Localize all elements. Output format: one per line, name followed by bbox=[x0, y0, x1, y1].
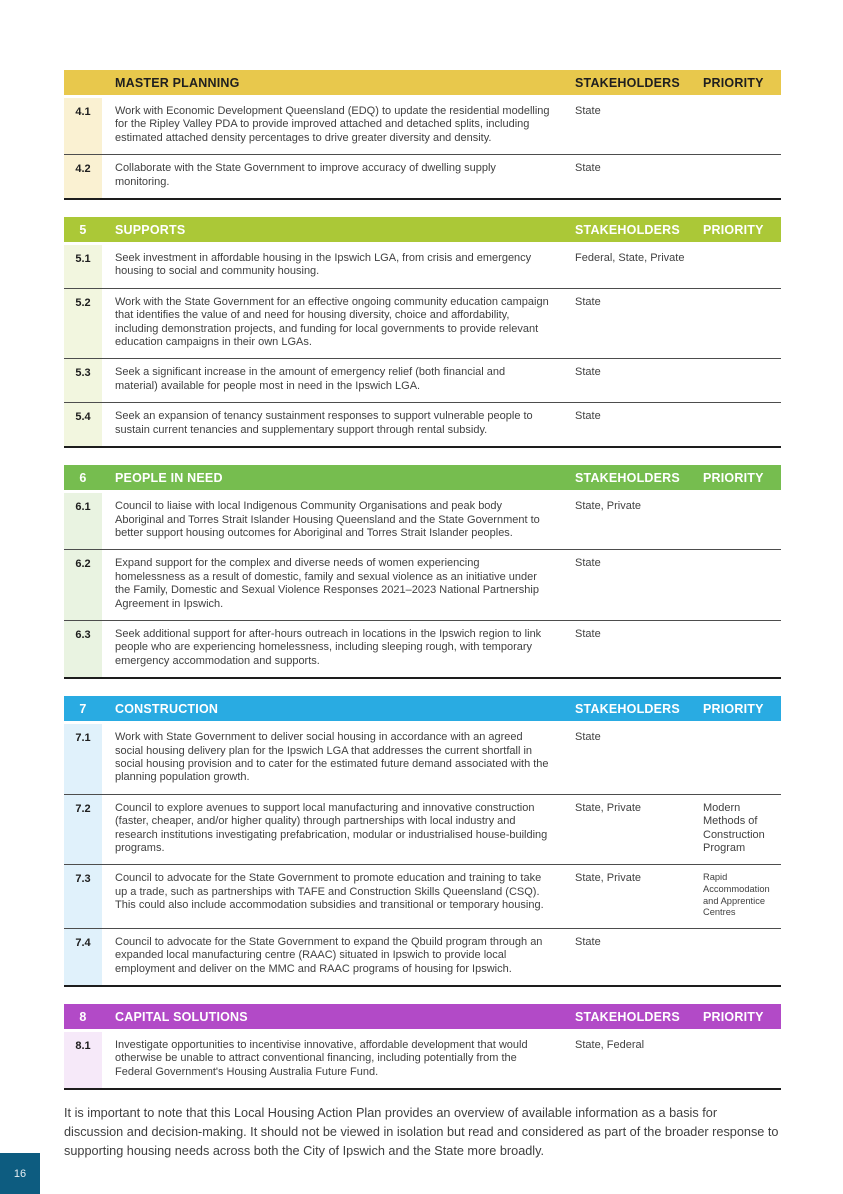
section-table-master-planning bbox=[64, 70, 781, 200]
action-stakeholders: State, Private bbox=[575, 801, 642, 814]
action-priority bbox=[700, 289, 781, 359]
table-row bbox=[64, 493, 781, 550]
action-priority bbox=[700, 493, 781, 549]
priority-column-header: PRIORITY bbox=[703, 75, 764, 90]
table-row bbox=[64, 403, 781, 448]
action-number: 5.3 bbox=[64, 359, 102, 402]
action-number: 4.2 bbox=[64, 155, 102, 198]
priority-column-header: PRIORITY bbox=[703, 1009, 764, 1024]
action-stakeholders: State, Private bbox=[575, 500, 642, 513]
action-description: Seek a significant increase in the amount of emergency relief (both financial and material) available for people most in need in the Ipswich LGA. bbox=[115, 366, 506, 392]
table-row bbox=[64, 98, 781, 155]
section-table-5 bbox=[64, 217, 781, 448]
table-row bbox=[64, 245, 781, 289]
priority-column-header: PRIORITY bbox=[703, 470, 764, 485]
section-number: 7 bbox=[79, 701, 87, 716]
section-header bbox=[64, 1004, 781, 1029]
stakeholders-column-header: STAKEHOLDERS bbox=[575, 470, 680, 485]
section-table-7 bbox=[64, 696, 781, 987]
action-number: 8.1 bbox=[64, 1032, 102, 1088]
action-description: Investigate opportunities to incentivise innovative, affordable development that would otherwise be unable to attract conventional financing, including potentially from the Federal Government's Housing Australia Future Fund. bbox=[115, 1039, 528, 1078]
table-row bbox=[64, 865, 781, 928]
table-row bbox=[64, 724, 781, 795]
table-row bbox=[64, 1032, 781, 1090]
table-row bbox=[64, 795, 781, 866]
action-description: Seek additional support for after-hours outreach in locations in the Ipswich region to link people who are experiencing homelessness, including sleeping rough, with temporary emergency accommodation and supports. bbox=[115, 627, 542, 667]
action-stakeholders: State bbox=[575, 627, 601, 640]
action-priority: Rapid Accommodation and Apprentice Centres bbox=[703, 872, 770, 918]
action-stakeholders: State bbox=[575, 731, 601, 744]
section-table-8 bbox=[64, 1004, 781, 1090]
page-number: 16 bbox=[13, 1167, 27, 1180]
table-row bbox=[64, 359, 781, 403]
table-row bbox=[64, 550, 781, 621]
action-number: 5.1 bbox=[64, 245, 102, 288]
section-title: PEOPLE IN NEED bbox=[115, 470, 223, 485]
table-row bbox=[64, 289, 781, 360]
action-number: 6.1 bbox=[64, 493, 102, 549]
action-stakeholders: State bbox=[575, 162, 601, 175]
action-description: Council to explore avenues to support local manufacturing and innovative construction (faster, cheaper, and/or higher quality) through partnerships with local industry and research institutions investigating prefabrication, modular or industrialised house-building programs. bbox=[115, 801, 548, 854]
action-description: Seek an expansion of tenancy sustainment responses to support vulnerable people to sustain current tenancies and supplementary support through rental subsidy. bbox=[115, 410, 533, 436]
action-priority bbox=[700, 621, 781, 677]
action-priority bbox=[700, 724, 781, 794]
action-number: 7.4 bbox=[64, 929, 102, 985]
closing-paragraph: It is important to note that this Local Housing Action Plan provides an overview of available information as a basis for discussion and decision-making. It should not be viewed in isolation but read and considered as part of the broader response to supporting housing needs across both the City of Ipswich and the State more broadly. bbox=[64, 1106, 779, 1158]
table-row bbox=[64, 155, 781, 200]
page-content bbox=[64, 70, 781, 1161]
action-priority bbox=[700, 245, 781, 288]
section-header bbox=[64, 70, 781, 95]
action-description: Council to advocate for the State Government to promote education and training to take up a trade, such as partnerships with TAFE and Construction Skills Queensland (CSQ). This could also include accommodation subsidies and transitional or temporary housing. bbox=[115, 872, 544, 912]
action-description: Work with State Government to deliver social housing in accordance with an agreed social housing delivery plan for the Ipswich LGA that addresses the current shortfall in social housing provision and to cater for the estimated future demand associated with the planning population growth. bbox=[115, 731, 549, 784]
action-description: Collaborate with the State Government to improve accuracy of dwelling supply monitoring. bbox=[115, 162, 496, 188]
page-number-tab bbox=[0, 1153, 40, 1194]
action-priority bbox=[700, 359, 781, 402]
stakeholders-column-header: STAKEHOLDERS bbox=[575, 222, 680, 237]
action-number: 6.2 bbox=[64, 550, 102, 620]
action-stakeholders: State bbox=[575, 366, 601, 379]
action-description: Work with Economic Development Queensland (EDQ) to update the residential modelling for the Ripley Valley PDA to provide improved attached and detached splits, including estimated attached density percentages to drive greater diversity and density. bbox=[115, 105, 550, 144]
section-title: SUPPORTS bbox=[115, 222, 186, 237]
action-stakeholders: State, Federal bbox=[575, 1039, 645, 1052]
action-number: 5.2 bbox=[64, 289, 102, 359]
action-number: 4.1 bbox=[64, 98, 102, 154]
action-priority bbox=[700, 155, 781, 198]
action-description: Seek investment in affordable housing in the Ipswich LGA, from crisis and emergency housing to social and community housing. bbox=[115, 252, 532, 278]
section-title: CONSTRUCTION bbox=[115, 701, 219, 716]
section-title: CAPITAL SOLUTIONS bbox=[115, 1009, 248, 1024]
action-stakeholders: State bbox=[575, 935, 601, 948]
section-number: 8 bbox=[79, 1009, 87, 1024]
action-stakeholders: Federal, State, Private bbox=[575, 252, 685, 265]
action-number: 5.4 bbox=[64, 403, 102, 446]
stakeholders-column-header: STAKEHOLDERS bbox=[575, 1009, 680, 1024]
action-stakeholders: State bbox=[575, 557, 601, 570]
section-header bbox=[64, 465, 781, 490]
action-stakeholders: State bbox=[575, 105, 601, 117]
action-number: 6.3 bbox=[64, 621, 102, 677]
action-priority bbox=[700, 929, 781, 985]
action-stakeholders: State bbox=[575, 295, 601, 308]
action-description: Council to liaise with local Indigenous Community Organisations and peak body Aboriginal and Torres Strait Islander Housing Queensland and the State Government to better support housing outcomes for Aboriginal and Torres Strait Islander peoples. bbox=[115, 500, 540, 539]
stakeholders-column-header: STAKEHOLDERS bbox=[575, 75, 680, 90]
action-number: 7.3 bbox=[64, 865, 102, 927]
action-priority: Modern Methods of Construction Program bbox=[703, 801, 765, 854]
section-number: 6 bbox=[79, 470, 87, 485]
priority-column-header: PRIORITY bbox=[703, 701, 764, 716]
priority-column-header: PRIORITY bbox=[703, 222, 764, 237]
action-priority bbox=[700, 403, 781, 446]
section-number: 5 bbox=[79, 222, 87, 237]
action-number: 7.2 bbox=[64, 795, 102, 865]
action-priority bbox=[700, 550, 781, 620]
action-description: Expand support for the complex and diverse needs of women experiencing homelessness as a result of domestic, family and sexual violence as an initiative under the Family, Domestic and Sexual Violence Responses 2021–2023 National Partnership Agreement in Ipswich. bbox=[115, 557, 539, 610]
stakeholders-column-header: STAKEHOLDERS bbox=[575, 701, 680, 716]
action-priority bbox=[700, 1032, 781, 1088]
table-row bbox=[64, 929, 781, 987]
table-row bbox=[64, 621, 781, 679]
action-number: 7.1 bbox=[64, 724, 102, 794]
section-title: MASTER PLANNING bbox=[115, 75, 240, 90]
action-priority bbox=[700, 98, 781, 154]
action-plan-tables bbox=[64, 70, 781, 1090]
section-header bbox=[64, 217, 781, 242]
action-description: Council to advocate for the State Government to expand the Qbuild program through an expanded local manufacturing centre (RAAC) situated in Ipswich to provide local employment and deliver on the MMC and RAAC programs of housing for Ipswich. bbox=[115, 935, 543, 975]
action-stakeholders: State, Private bbox=[575, 872, 642, 885]
action-description: Work with the State Government for an effective ongoing community education campaign that identifies the value of and need for housing diversity, choice and affordability, including demonstration projects, and funding for local governments to provide relevant education campaigns in their own LGAs. bbox=[115, 295, 549, 349]
section-table-6 bbox=[64, 465, 781, 679]
section-header bbox=[64, 696, 781, 721]
action-stakeholders: State bbox=[575, 410, 601, 423]
